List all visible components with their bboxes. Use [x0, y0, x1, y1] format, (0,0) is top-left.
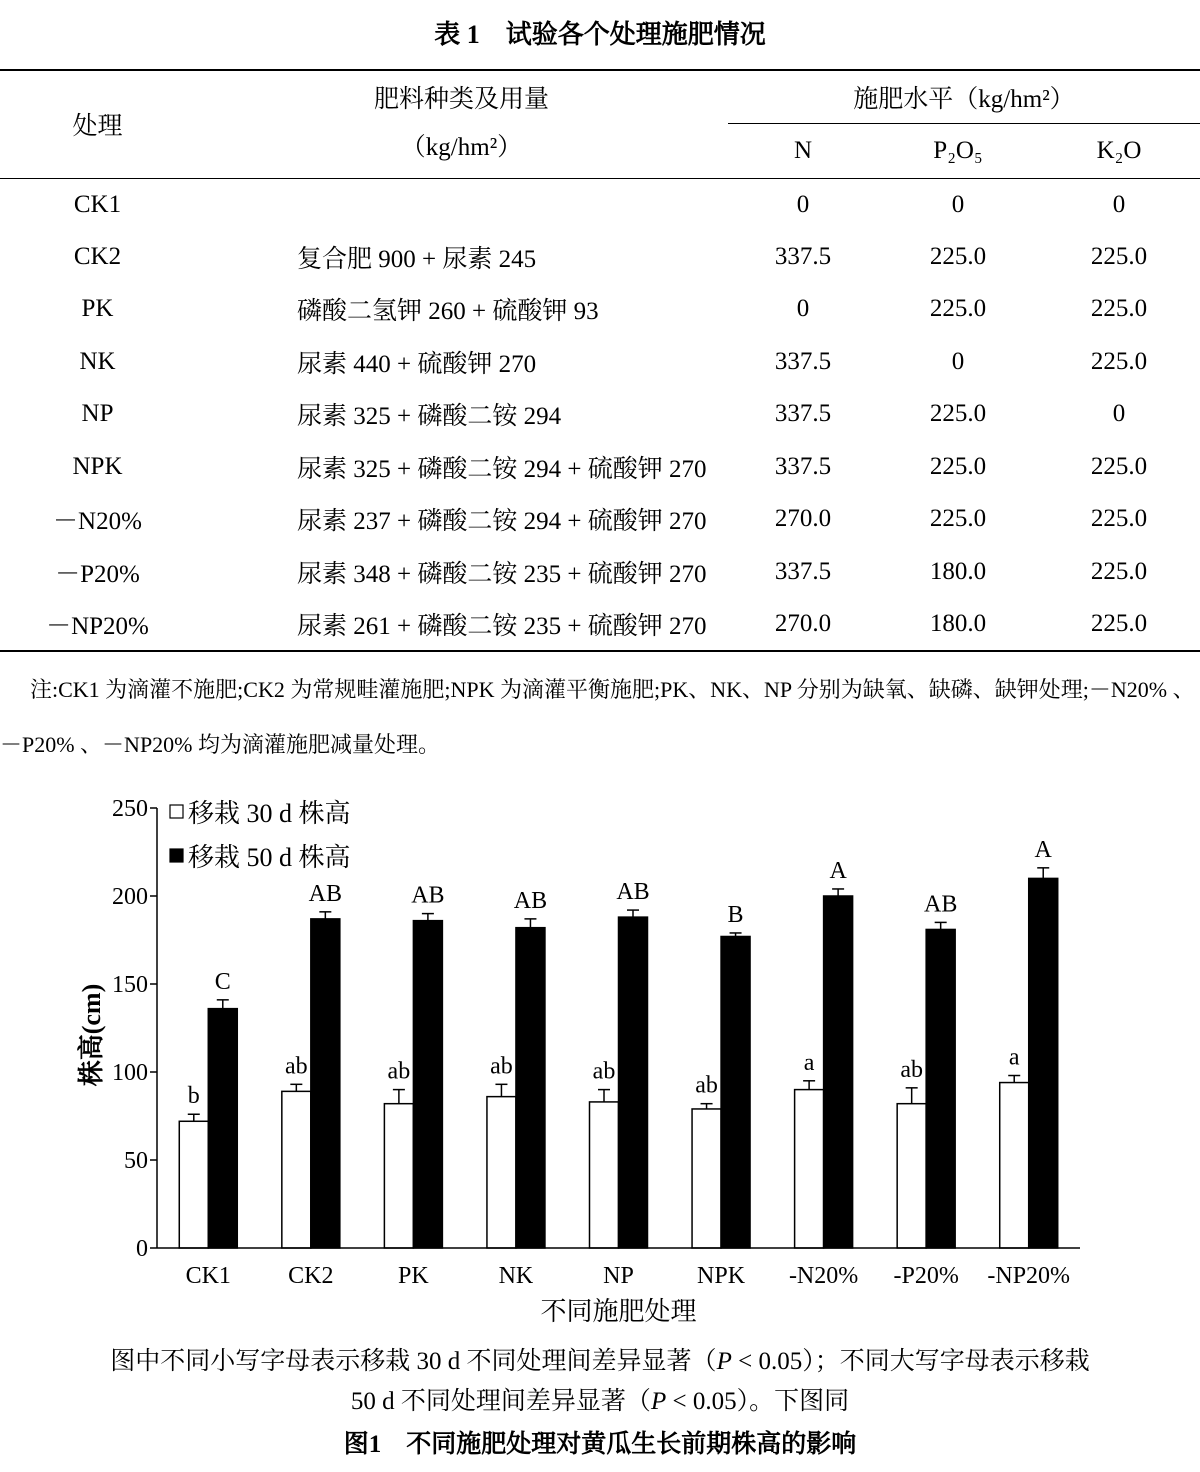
- figure-caption: 图1 不同施肥处理对黄瓜生长前期株高的影响: [343, 1431, 857, 1458]
- significance-letter-30d: ab: [592, 1058, 616, 1085]
- cell-treatment: PK: [81, 295, 114, 323]
- cell-n: 337.5: [774, 242, 832, 270]
- category-label: NPK: [697, 1263, 746, 1289]
- figure-note-2-p: P: [650, 1388, 667, 1415]
- figure-note-1a: 图中不同小写字母表示移栽 30 d 不同处理间差异显著（: [110, 1348, 717, 1375]
- bar-30d: [795, 1090, 824, 1248]
- bar-30d: [384, 1104, 413, 1248]
- cell-k2o: 225.0: [1090, 242, 1148, 270]
- category-label: NK: [498, 1263, 534, 1289]
- cell-n: 337.5: [774, 400, 832, 428]
- cell-fertilizer: 尿素 440 + 硫酸钾 270: [297, 350, 537, 378]
- bar-50d: [413, 921, 442, 1248]
- bar-50d: [208, 1009, 237, 1248]
- bar-30d: [487, 1097, 516, 1248]
- cell-treatment: NK: [79, 347, 116, 375]
- bar-30d: [897, 1104, 926, 1248]
- y-tick-label: 150: [112, 972, 148, 998]
- cell-fertilizer: [195, 178, 728, 231]
- bar-50d: [824, 896, 853, 1248]
- figure-note-line-1: [0, 1342, 1200, 1382]
- header-fertilizer-label: 肥料种类及用量: [373, 86, 549, 114]
- cell-n: 0: [796, 295, 810, 323]
- y-axis-label: 株高(cm): [77, 983, 106, 1087]
- header-fertilizer-unit: （kg/hm²）: [400, 134, 523, 162]
- table-row: [0, 336, 1200, 389]
- bar-50d: [926, 929, 955, 1248]
- cell-p2o5: 225.0: [929, 295, 987, 323]
- cell-n: 270.0: [728, 598, 878, 651]
- cell-fertilizer: 尿素 237 + 磷酸二铵 294 + 硫酸钾 270: [297, 508, 707, 536]
- significance-letter-50d: AB: [616, 879, 650, 906]
- figure-note-2b: < 0.05）。下图同: [666, 1388, 850, 1415]
- significance-letter-50d: AB: [411, 882, 445, 909]
- cell-k2o: 225.0: [1038, 598, 1200, 651]
- fertilization-table: [0, 69, 1200, 652]
- figure-note-1b: < 0.05）；不同大写字母表示移栽: [731, 1348, 1090, 1375]
- cell-fertilizer: 磷酸二氢钾 260 + 硫酸钾 93: [297, 298, 599, 326]
- cell-treatment: CK2: [73, 242, 122, 270]
- bar-30d: [590, 1102, 619, 1248]
- table-row: [0, 283, 1200, 336]
- y-tick-label: 100: [112, 1060, 148, 1086]
- cell-k2o: 0: [1112, 400, 1126, 428]
- figure-note-1-p: P: [716, 1348, 732, 1375]
- table-note: 注:CK1 为滴灌不施肥;CK2 为常规畦灌施肥;NPK 为滴灌平衡施肥;PK、NK、NP 分别为缺氧、缺磷、缺钾处理;－N20% 、－P20% 、－NP20% 均为滴灌施肥减量处理。: [0, 677, 1195, 757]
- category-label: -N20%: [788, 1263, 859, 1289]
- figure-note-2a: 50 d 不同处理间差异显著（: [350, 1388, 651, 1415]
- cell-n: 0: [796, 190, 810, 218]
- cell-k2o: 225.0: [1090, 557, 1148, 585]
- cell-p2o5: 225.0: [929, 400, 987, 428]
- table-row: [0, 598, 1200, 651]
- significance-letter-30d: ab: [285, 1053, 308, 1080]
- significance-letter-50d: A: [1034, 836, 1052, 863]
- significance-letter-50d: B: [727, 901, 744, 928]
- figure-note-line-2: [0, 1382, 1200, 1422]
- table-title: 表 1 试验各个处理施肥情况: [434, 20, 766, 49]
- table-row: [0, 388, 1200, 441]
- bar-30d: [692, 1109, 721, 1248]
- significance-letter-30d: a: [803, 1049, 815, 1076]
- header-fertilizer: [195, 70, 728, 178]
- category-label: PK: [398, 1263, 429, 1289]
- cell-p2o5: 0: [951, 347, 965, 375]
- cell-n: 337.5: [774, 347, 832, 375]
- legend-swatch: [170, 805, 183, 818]
- bar-50d: [721, 936, 750, 1248]
- table-row: [0, 546, 1200, 599]
- cell-k2o: 225.0: [1090, 452, 1148, 480]
- cell-treatment: －NP20%: [0, 598, 195, 651]
- cell-treatment: －P20%: [55, 560, 140, 588]
- cell-p2o5: 225.0: [929, 452, 987, 480]
- cell-fertilizer: 复合肥 900 + 尿素 245: [297, 245, 537, 273]
- significance-letter-30d: ab: [490, 1053, 513, 1080]
- table-row: [0, 493, 1200, 546]
- table-row: [0, 441, 1200, 494]
- cell-p2o5: 180.0: [878, 598, 1038, 651]
- cell-k2o: 225.0: [1090, 295, 1148, 323]
- header-n: N: [728, 123, 878, 178]
- table-body: [0, 178, 1200, 651]
- category-label: CK1: [185, 1263, 231, 1289]
- category-label: CK2: [288, 1263, 334, 1289]
- bar-30d: [179, 1121, 208, 1248]
- significance-letter-50d: AB: [923, 891, 958, 918]
- cell-p2o5: 225.0: [929, 505, 987, 533]
- table-row: [0, 178, 1200, 231]
- significance-letter-50d: AB: [308, 880, 343, 907]
- header-fertilization-level: 施肥水平（kg/hm²）: [728, 70, 1200, 123]
- cell-treatment: CK1: [73, 190, 122, 218]
- category-label: -NP20%: [987, 1263, 1071, 1289]
- plant-height-bar-chart: [0, 780, 1200, 1332]
- bar-50d: [1029, 878, 1058, 1248]
- bar-30d: [1000, 1083, 1029, 1248]
- cell-n: 270.0: [774, 505, 832, 533]
- bar-50d: [311, 919, 340, 1248]
- cell-p2o5: 180.0: [929, 557, 987, 585]
- x-axis-label: 不同施肥处理: [540, 1297, 697, 1326]
- bar-50d: [516, 928, 545, 1248]
- y-tick-label: 50: [124, 1148, 148, 1174]
- bar-50d: [619, 917, 648, 1248]
- bar-30d: [282, 1091, 311, 1248]
- cell-fertilizer: 尿素 325 + 磷酸二铵 294 + 硫酸钾 270: [297, 455, 707, 483]
- significance-letter-50d: C: [214, 968, 231, 995]
- significance-letter-30d: ab: [900, 1056, 923, 1083]
- significance-letter-50d: A: [829, 857, 847, 884]
- cell-fertilizer: 尿素 348 + 磷酸二铵 235 + 硫酸钾 270: [297, 560, 707, 588]
- cell-treatment: NP: [81, 400, 114, 428]
- y-tick-label: 0: [136, 1236, 148, 1262]
- cell-fertilizer: 尿素 261 + 磷酸二铵 235 + 硫酸钾 270: [195, 598, 728, 651]
- header-treatment: 处理: [0, 70, 195, 178]
- significance-letter-30d: ab: [387, 1058, 411, 1085]
- significance-letter-30d: ab: [695, 1072, 718, 1099]
- significance-letter-50d: AB: [513, 887, 548, 914]
- cell-n: 337.5: [774, 452, 832, 480]
- significance-letter-30d: a: [1008, 1044, 1020, 1071]
- y-tick-label: 200: [112, 884, 148, 910]
- cell-treatment: NPK: [72, 452, 123, 480]
- cell-k2o: 0: [1112, 190, 1126, 218]
- cell-treatment: －N20%: [53, 508, 142, 536]
- cell-k2o: 225.0: [1090, 505, 1148, 533]
- significance-letter-30d: b: [187, 1083, 200, 1110]
- header-k2o: K₂O: [1038, 123, 1200, 178]
- cell-fertilizer: 尿素 325 + 磷酸二铵 294: [297, 403, 562, 431]
- cell-k2o: 225.0: [1090, 347, 1148, 375]
- cell-p2o5: 0: [951, 190, 965, 218]
- legend-label: 移栽 30 d 株高: [188, 799, 351, 828]
- y-tick-label: 250: [112, 796, 148, 822]
- header-p2o5: P₂O₅: [878, 123, 1038, 178]
- legend-swatch: [170, 849, 183, 862]
- table-row: [0, 231, 1200, 284]
- category-label: -P20%: [893, 1263, 959, 1289]
- cell-p2o5: 225.0: [929, 242, 987, 270]
- legend-label: 移栽 50 d 株高: [188, 843, 351, 872]
- category-label: NP: [603, 1263, 634, 1289]
- cell-n: 337.5: [774, 557, 832, 585]
